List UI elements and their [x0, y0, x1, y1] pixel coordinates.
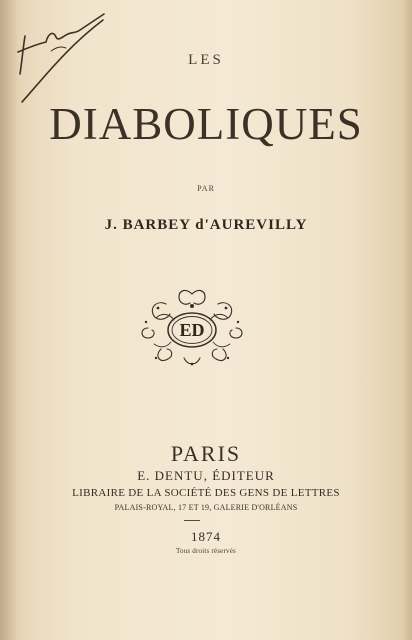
book-title: DIABOLIQUES [49, 99, 363, 149]
author-name: J. BARBEY d'AUREVILLY [104, 217, 308, 233]
publisher-affiliation: LIBRAIRE DE LA SOCIÉTÉ DES GENS DE LETTRES [72, 487, 340, 499]
publication-city: PARIS [170, 441, 242, 466]
publication-year: 1874 [191, 529, 221, 544]
publisher-name: E. DENTU, ÉDITEUR [137, 468, 275, 483]
rights-notice: Tous droits réservés [176, 547, 236, 555]
publisher-address: PALAIS-ROYAL, 17 ET 19, GALERIE D'ORLÉANS [114, 503, 298, 512]
title-prefix: LES [188, 52, 224, 68]
byline-prefix: PAR [197, 184, 215, 193]
ornament-monogram: ED [179, 320, 205, 340]
publisher-ornament-icon [136, 286, 248, 368]
divider [184, 520, 200, 521]
